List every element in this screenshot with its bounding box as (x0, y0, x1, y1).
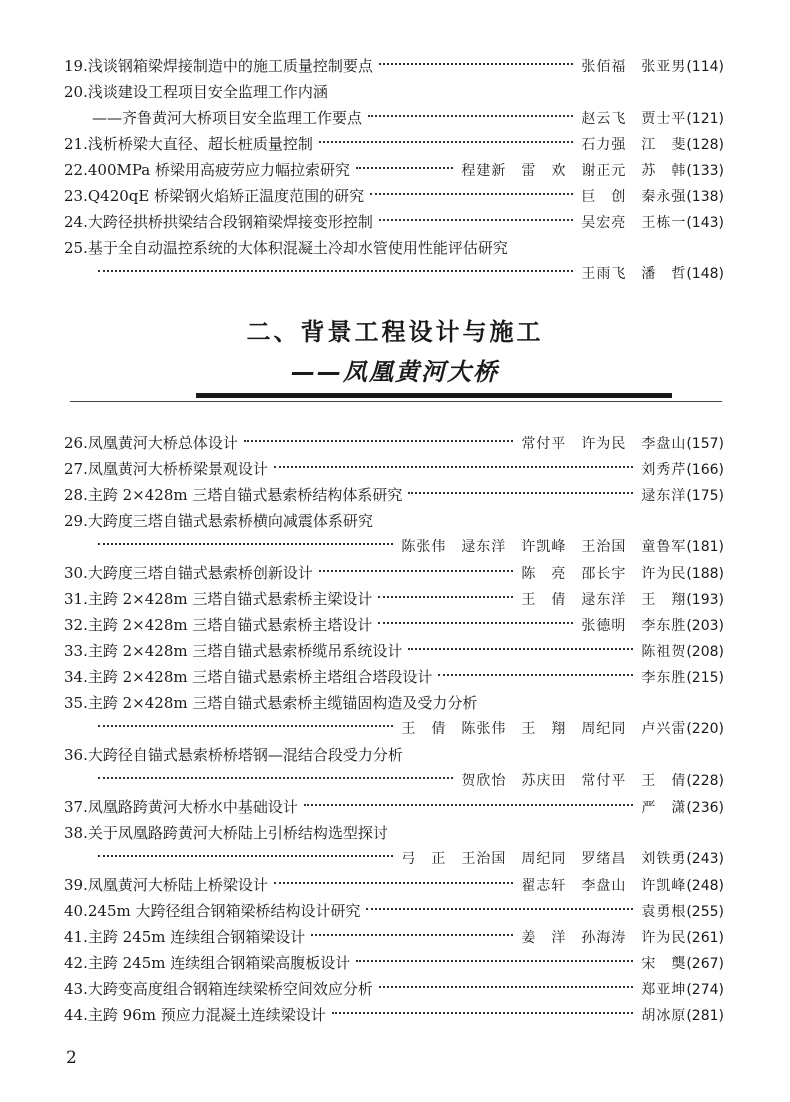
entry-page: (261) (686, 930, 724, 946)
entry-number: 33. (64, 642, 88, 660)
entry-page: (128) (686, 137, 724, 153)
entry-page: (248) (686, 878, 724, 894)
entry-page: (114) (686, 59, 724, 75)
entry-number: 36. (64, 746, 88, 764)
toc-entry[interactable] (64, 1002, 724, 1028)
toc-entry[interactable] (64, 586, 724, 612)
toc-list-top (64, 53, 724, 287)
entry-page: (143) (686, 215, 724, 231)
entry-title: 大跨度三塔自锚式悬索桥横向减震体系研究 (87, 512, 373, 530)
entry-authors: 巨 创 秦永强 (581, 189, 687, 205)
leader-dots (379, 219, 573, 221)
entry-authors: 李东胜 (641, 670, 687, 686)
leader-dots (304, 804, 633, 806)
entry-number: 23. (64, 187, 88, 205)
leader-dots (438, 674, 633, 676)
leader-dots (319, 570, 513, 572)
leader-dots (366, 908, 633, 910)
toc-entry[interactable] (64, 664, 724, 690)
entry-title: 主跨 2×428m 三塔自锚式悬索桥主缆锚固构造及受力分析 (87, 694, 478, 712)
toc-entry[interactable] (64, 950, 724, 976)
entry-number: 19. (64, 57, 88, 75)
entry-number: 21. (64, 135, 88, 153)
toc-entry[interactable] (64, 638, 724, 664)
leader-dots (98, 725, 393, 727)
entry-title: 大跨径自锚式悬索桥桥塔钢—混结合段受力分析 (87, 746, 403, 764)
entry-page: (208) (686, 644, 724, 660)
entry-title: 245m 大跨径组合钢箱梁桥结构设计研究 (87, 902, 361, 920)
entry-number: 22. (64, 161, 88, 179)
entry-number: 26. (64, 434, 88, 452)
entry-title: 浅析桥梁大直径、超长桩质量控制 (87, 135, 313, 153)
entry-title: Q420qE 桥梁钢火焰矫正温度范围的研究 (87, 187, 365, 205)
entry-number: 44. (64, 1006, 88, 1024)
entry-title: 大跨变高度组合钢箱连续梁桥空间效应分析 (87, 980, 373, 998)
leader-dots (319, 141, 573, 143)
entry-authors: 张德明 李东胜 (581, 618, 687, 634)
leader-dots (98, 777, 453, 779)
toc-entry[interactable] (64, 508, 724, 560)
section-title: 二、背景工程设计与施工 (246, 318, 544, 346)
entry-page: (133) (686, 163, 724, 179)
entry-page: (255) (686, 904, 724, 920)
entry-title: 大跨径拱桥拱梁结合段钢箱梁焊接变形控制 (87, 213, 373, 231)
leader-dots (98, 543, 393, 545)
entry-title: 主跨 2×428m 三塔自锚式悬索桥结构体系研究 (87, 486, 403, 504)
entry-title: 关于凤凰路跨黄河大桥陆上引桥结构选型探讨 (87, 824, 388, 842)
entry-title: 浅谈建设工程项目安全监理工作内涵 (87, 83, 328, 101)
entry-title: 凤凰路跨黄河大桥水中基础设计 (87, 798, 298, 816)
toc-entry[interactable] (64, 976, 724, 1002)
toc-entry[interactable] (64, 820, 724, 872)
section-subtitle: ——凤凰黄河大桥 (291, 358, 499, 386)
entry-number: 28. (64, 486, 88, 504)
entry-number: 35. (64, 694, 88, 712)
entry-authors: 王 倩 陈张伟 王 翔 周纪同 卢兴雷 (401, 721, 687, 737)
toc-entry[interactable] (64, 924, 724, 950)
entry-page: (203) (686, 618, 724, 634)
entry-title: 主跨 2×428m 三塔自锚式悬索桥主塔设计 (87, 616, 373, 634)
entry-title: 主跨 245m 连续组合钢箱梁高腹板设计 (87, 954, 351, 972)
entry-number: 40. (64, 902, 88, 920)
entry-authors: 宋 龑 (641, 956, 687, 972)
leader-dots (408, 492, 633, 494)
entry-authors: 陈张伟 逯东洋 许凯峰 王治国 童鲁军 (401, 539, 687, 555)
entry-number: 20. (64, 83, 88, 101)
toc-entry[interactable] (64, 209, 724, 235)
toc-entry[interactable] (64, 456, 724, 482)
entry-title: 主跨 2×428m 三塔自锚式悬索桥主梁设计 (87, 590, 373, 608)
entry-page: (281) (686, 1008, 724, 1024)
entry-title: 400MPa 桥梁用高疲劳应力幅拉索研究 (87, 161, 350, 179)
entry-page: (138) (686, 189, 724, 205)
entry-number: 24. (64, 213, 88, 231)
entry-page: (157) (686, 436, 724, 452)
entry-title: 凤凰黄河大桥总体设计 (87, 434, 238, 452)
entry-title: 主跨 96m 预应力混凝土连续梁设计 (87, 1006, 326, 1024)
entry-title: 主跨 245m 连续组合钢箱梁设计 (87, 928, 306, 946)
entry-number: 30. (64, 564, 88, 582)
leader-dots (311, 934, 513, 936)
entry-subtitle: ——齐鲁黄河大桥项目安全监理工作要点 (92, 109, 363, 127)
entry-authors: 郑亚坤 (641, 982, 687, 998)
leader-dots (379, 986, 633, 988)
entry-number: 32. (64, 616, 88, 634)
entry-number: 25. (64, 239, 88, 257)
entry-number: 34. (64, 668, 88, 686)
entry-page: (175) (686, 488, 724, 504)
leader-dots (98, 855, 393, 857)
leader-dots (274, 466, 633, 468)
toc-entry[interactable] (64, 794, 724, 820)
toc-entry[interactable] (64, 898, 724, 924)
entry-authors: 王雨飞 潘 哲 (581, 266, 687, 282)
entry-number: 43. (64, 980, 88, 998)
toc-entry[interactable] (64, 79, 724, 131)
leader-dots (368, 115, 573, 117)
page-number: 2 (66, 1048, 77, 1068)
entry-title: 大跨度三塔自锚式悬索桥创新设计 (87, 564, 313, 582)
entry-number: 42. (64, 954, 88, 972)
leader-dots (332, 1012, 634, 1014)
entry-page: (243) (686, 851, 724, 867)
entry-title: 凤凰黄河大桥陆上桥梁设计 (87, 876, 268, 894)
toc-entry[interactable] (64, 131, 724, 157)
entry-number: 37. (64, 798, 88, 816)
entry-title: 浅谈钢箱梁焊接制造中的施工质量控制要点 (87, 57, 373, 75)
toc-entry[interactable] (64, 157, 724, 183)
entry-page: (166) (686, 462, 724, 478)
entry-number: 29. (64, 512, 88, 530)
entry-authors: 常付平 许为民 李盘山 (521, 436, 687, 452)
toc-entry[interactable] (64, 612, 724, 638)
leader-dots (378, 596, 513, 598)
entry-number: 27. (64, 460, 88, 478)
entry-page: (188) (686, 566, 724, 582)
leader-dots (370, 193, 573, 195)
toc-entry[interactable] (64, 53, 724, 79)
entry-page: (228) (686, 773, 724, 789)
entry-number: 31. (64, 590, 88, 608)
entry-page: (220) (686, 721, 724, 737)
toc-entry[interactable] (64, 430, 724, 456)
leader-dots (98, 270, 573, 272)
entry-authors: 赵云飞 贾士平 (581, 111, 687, 127)
toc-entry[interactable] (64, 560, 724, 586)
entry-authors: 刘秀芹 (641, 462, 687, 478)
leader-dots (274, 882, 513, 884)
entry-title: 主跨 2×428m 三塔自锚式悬索桥缆吊系统设计 (87, 642, 403, 660)
entry-authors: 贺欣怡 苏庆田 常付平 王 倩 (461, 773, 687, 789)
entry-authors: 程建新 雷 欢 谢正元 苏 韩 (461, 163, 687, 179)
leader-dots (408, 648, 633, 650)
entry-page: (181) (686, 539, 724, 555)
entry-page: (274) (686, 982, 724, 998)
toc-entry[interactable] (64, 690, 724, 742)
entry-authors: 袁勇根 (641, 904, 687, 920)
entry-authors: 陈 亮 邵长宇 许为民 (521, 566, 687, 582)
entry-title: 凤凰黄河大桥桥梁景观设计 (87, 460, 268, 478)
toc-entry[interactable] (64, 482, 724, 508)
toc-entry[interactable] (64, 235, 724, 287)
toc-list-bottom (64, 430, 724, 1028)
entry-authors: 严 潇 (641, 800, 687, 816)
toc-entry[interactable] (64, 872, 724, 898)
leader-dots (379, 63, 573, 65)
section-rule-thin (70, 401, 722, 402)
toc-entry[interactable] (64, 742, 724, 794)
entry-page: (148) (686, 266, 724, 282)
entry-page: (236) (686, 800, 724, 816)
leader-dots (356, 960, 633, 962)
entry-authors: 王 倩 逯东洋 王 翔 (521, 592, 687, 608)
entry-page: (121) (686, 111, 724, 127)
entry-title: 主跨 2×428m 三塔自锚式悬索桥主塔组合塔段设计 (87, 668, 433, 686)
entry-authors: 翟志轩 李盘山 许凯峰 (521, 878, 687, 894)
section-rule-thick (196, 393, 672, 398)
entry-authors: 姜 洋 孙海涛 许为民 (521, 930, 687, 946)
entry-number: 41. (64, 928, 88, 946)
entry-authors: 胡冰原 (641, 1008, 687, 1024)
entry-number: 39. (64, 876, 88, 894)
entry-authors: 逯东洋 (641, 488, 687, 504)
entry-page: (193) (686, 592, 724, 608)
leader-dots (378, 622, 573, 624)
entry-title: 基于全自动温控系统的大体积混凝土冷却水管使用性能评估研究 (87, 239, 508, 257)
entry-authors: 石力强 江 斐 (581, 137, 687, 153)
leader-dots (356, 167, 453, 169)
toc-entry[interactable] (64, 183, 724, 209)
entry-authors: 吴宏亮 王栋一 (581, 215, 687, 231)
leader-dots (244, 440, 513, 442)
entry-authors: 张佰福 张亚男 (581, 59, 687, 75)
entry-authors: 陈祖贺 (641, 644, 687, 660)
entry-authors: 弓 正 王治国 周纪同 罗绪昌 刘铁勇 (401, 851, 687, 867)
entry-page: (267) (686, 956, 724, 972)
entry-page: (215) (686, 670, 724, 686)
entry-number: 38. (64, 824, 88, 842)
